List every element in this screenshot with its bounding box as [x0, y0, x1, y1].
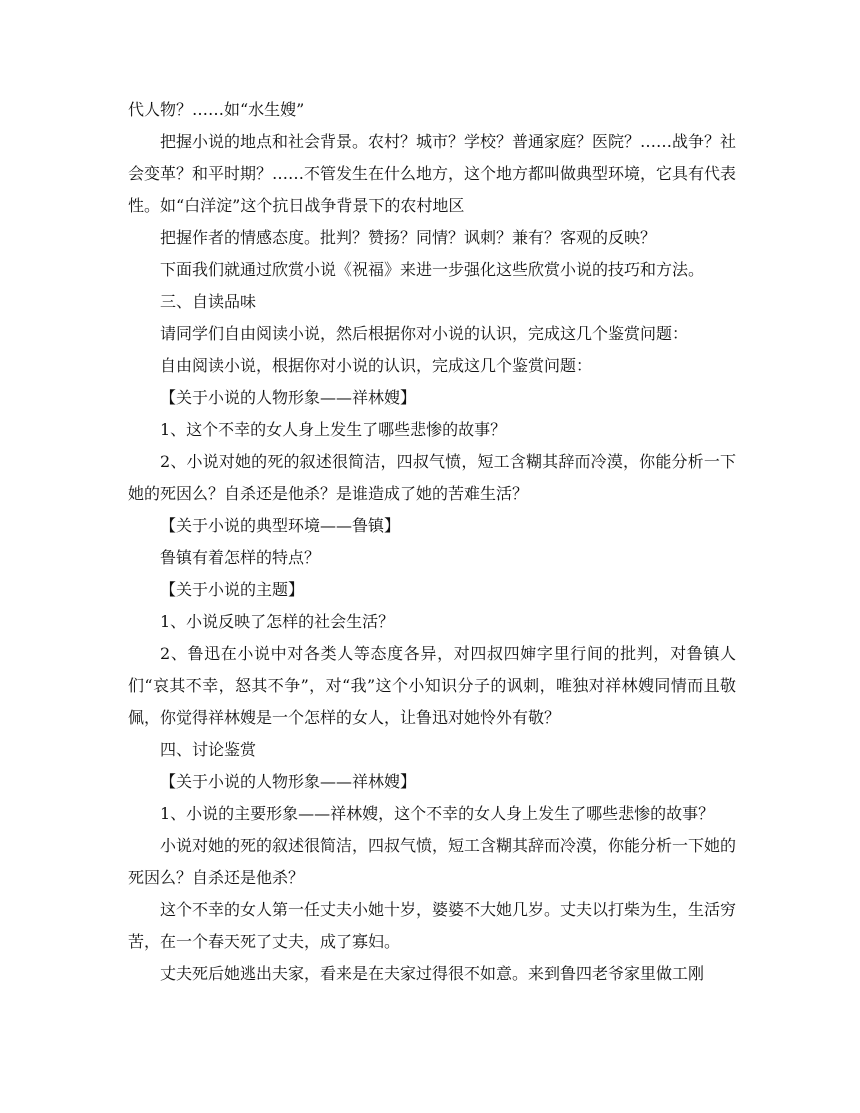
question-item: 1、小说的主要形象——祥林嫂，这个不幸的女人身上发生了哪些悲惨的故事？ — [160, 804, 715, 823]
paragraph: 这个不幸的女人第一任丈夫小她十岁，婆婆不大她几岁。丈夫以打柴为生，生活穷苦，在一个春天死了丈夫，成了寡妇。 — [128, 900, 737, 951]
subsection-heading: 【关于小说的人物形象——祥林嫂】 — [160, 388, 417, 407]
document-body — [128, 94, 736, 990]
paragraph: 把握小说的地点和社会背景。农村？城市？学校？普通家庭？医院？……战争？社会变革？和平时期？……不管发生在什么地方，这个地方都叫做典型环境，它具有代表性。如“白洋淀”这个抗日战争背景下的农村地区 — [128, 132, 737, 215]
question-item: 鲁镇有着怎样的特点？ — [160, 548, 321, 567]
paragraph: 下面我们就通过欣赏小说《祝福》来进一步强化这些欣赏小说的技巧和方法。 — [160, 260, 705, 279]
question-item: 2、小说对她的死的叙述很简洁，四叔气愤，短工含糊其辞而冷漠，你能分析一下她的死因么？自杀还是他杀？是谁造成了她的苦难生活？ — [128, 452, 736, 503]
paragraph: 小说对她的死的叙述很简洁，四叔气愤，短工含糊其辞而冷漠，你能分析一下她的死因么？自杀还是他杀？ — [128, 836, 737, 887]
section-heading: 三、自读品味 — [160, 292, 257, 311]
paragraph: 丈夫死后她逃出夫家，看来是在夫家过得很不如意。来到鲁四老爷家里做工刚 — [160, 964, 705, 983]
question-item: 1、小说反映了怎样的社会生活？ — [160, 612, 395, 631]
paragraph: 请同学们自由阅读小说，然后根据你对小说的认识，完成这几个鉴赏问题： — [160, 324, 689, 343]
subsection-heading: 【关于小说的典型环境——鲁镇】 — [160, 516, 401, 535]
paragraph: 把握作者的情感态度。批判？赞扬？同情？讽刺？兼有？客观的反映？ — [160, 228, 657, 247]
section-heading: 四、讨论鉴赏 — [160, 740, 257, 759]
paragraph: 代人物？……如“水生嫂” — [128, 100, 305, 119]
paragraph: 自由阅读小说，根据你对小说的认识，完成这几个鉴赏问题： — [160, 356, 593, 375]
question-item: 1、这个不幸的女人身上发生了哪些悲惨的故事？ — [160, 420, 507, 439]
question-item: 2、鲁迅在小说中对各类人等态度各异，对四叔四婶字里行间的批判，对鲁镇人们“哀其不幸，怒其不争”，对“我”这个小知识分子的讽刺，唯独对祥林嫂同情而且敬佩，你觉得祥林嫂是一个怎样的女人，让鲁迅对她怜外有敬？ — [128, 644, 736, 727]
subsection-heading: 【关于小说的人物形象——祥林嫂】 — [160, 772, 417, 791]
subsection-heading: 【关于小说的主题】 — [160, 580, 305, 599]
